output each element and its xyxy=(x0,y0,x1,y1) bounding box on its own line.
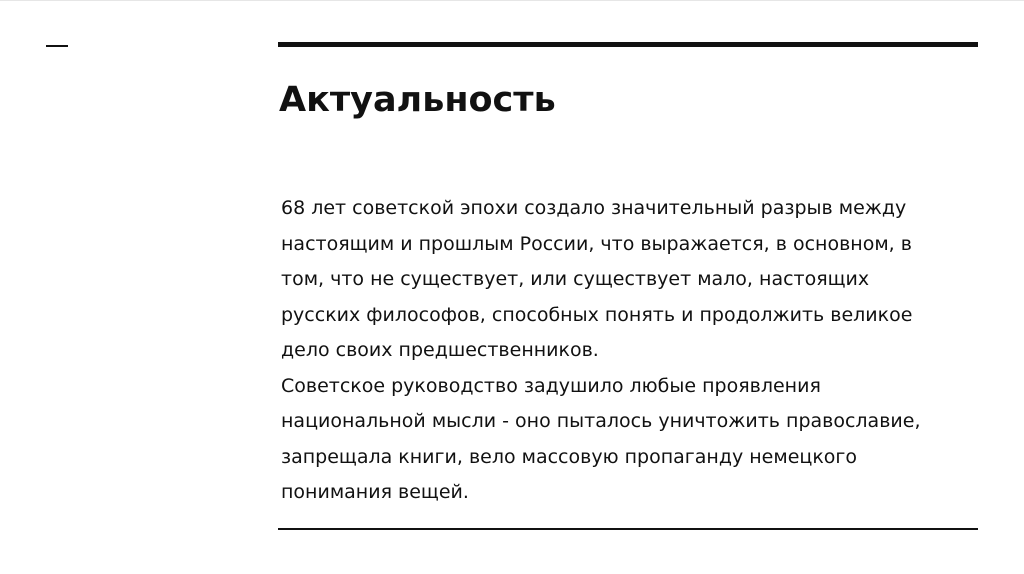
slide-top-edge xyxy=(0,0,1024,1)
body-line: понимания вещей. xyxy=(281,481,469,503)
body-line: настоящим и прошлым России, что выражается, в основном, в xyxy=(281,232,912,255)
body-line: Советское руководство задушило любые проявления xyxy=(281,374,821,397)
body-line: национальной мысли - оно пыталось уничтожить православие, xyxy=(281,410,921,432)
body-line: 68 лет советской эпохи создало значительный разрыв между xyxy=(281,197,907,219)
slide-body-text xyxy=(281,191,981,511)
title-top-rule xyxy=(278,42,978,47)
body-line: дело своих предшественников. xyxy=(281,339,599,361)
body-line: том, что не существует, или существует мало, настоящих xyxy=(281,268,870,290)
bottom-rule xyxy=(278,528,978,530)
corner-dash-decoration xyxy=(46,45,68,47)
body-line: русских философов, способных понять и продолжить великое xyxy=(281,303,913,326)
slide-title: Актуальность xyxy=(279,80,556,120)
body-line: запрещала книги, вело массовую пропаганду немецкого xyxy=(281,445,858,468)
